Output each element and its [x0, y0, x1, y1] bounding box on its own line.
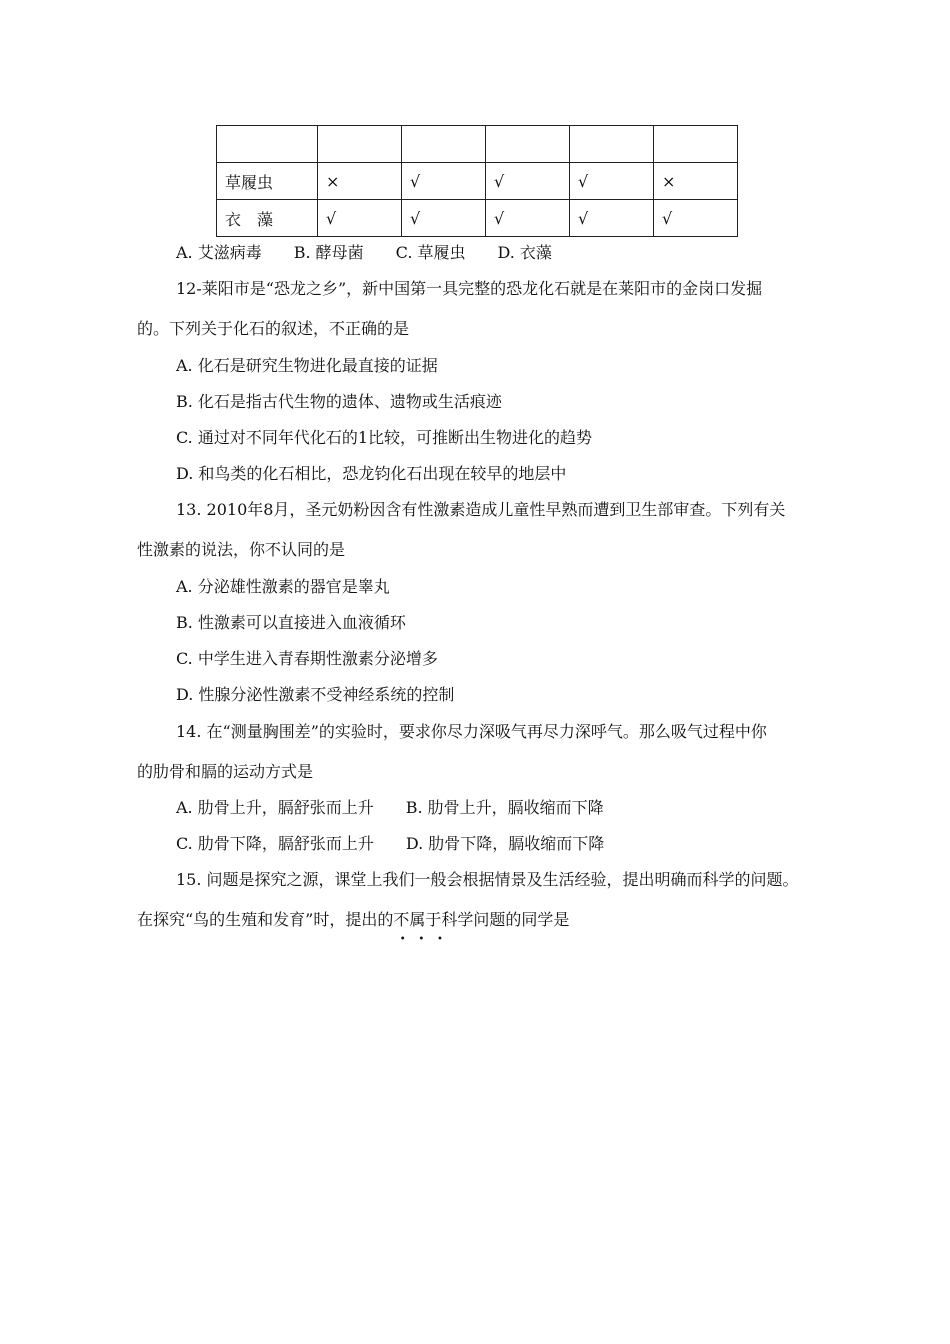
q12-option-c: C. 通过对不同年代化石的1比较，可推断出生物进化的趋势	[176, 428, 593, 447]
q15-emphasis	[393, 910, 443, 945]
q15-stem-pre: 在探究“鸟的生殖和发育”时，提出的	[137, 910, 394, 929]
q12-option-b: B. 化石是指古代生物的遗体、遗物或生活痕迹	[176, 392, 502, 411]
q13-option-b: B. 性激素可以直接进入血液循环	[176, 613, 406, 632]
table-header-cell	[654, 126, 738, 163]
q15-emphasis-text: 不属于	[393, 910, 442, 929]
table-row	[217, 163, 738, 200]
table-header-row	[217, 126, 738, 163]
q13-stem-line-2: 性激素的说法，你不认同的是	[137, 540, 346, 559]
q13-option-c: C. 中学生进入青春期性激素分泌增多	[176, 649, 438, 668]
row-mark: √	[570, 163, 654, 200]
q15-stem-post: 科学问题的同学是	[441, 910, 570, 929]
table-header-cell	[318, 126, 402, 163]
row-mark: ×	[318, 163, 402, 200]
emphasis-dots-icon: • • •	[393, 934, 443, 945]
organism-table	[216, 125, 738, 237]
row-mark: √	[318, 200, 402, 237]
table-header-cell	[217, 126, 318, 163]
q12-stem-line-1: 12-莱阳市是“恐龙之乡”，新中国第一具完整的恐龙化石就是在莱阳市的金岗口发掘	[176, 279, 763, 298]
q12-option-d: D. 和鸟类的化石相比，恐龙钧化石出现在较早的地层中	[176, 464, 567, 483]
q15-stem-line-2	[137, 910, 570, 945]
q14-options-cd: C. 肋骨下降，膈舒张而上升 D. 肋骨下降，膈收缩而下降	[176, 834, 605, 853]
table-row	[217, 200, 738, 237]
q14-options-ab: A. 肋骨上升，膈舒张而上升 B. 肋骨上升，膈收缩而下降	[176, 798, 604, 817]
row-mark: √	[486, 200, 570, 237]
table-header-cell	[402, 126, 486, 163]
q12-option-a: A. 化石是研究生物进化最直接的证据	[176, 356, 438, 375]
q13-stem-line-1: 13. 2010年8月，圣元奶粉因含有性激素造成儿童性早熟而遭到卫生部审查。下列有关	[176, 500, 786, 519]
q13-option-d: D. 性腺分泌性激素不受神经系统的控制	[176, 685, 455, 704]
q11-options: A. 艾滋病毒 B. 酵母菌 C. 草履虫 D. 衣藻	[176, 243, 552, 262]
q13-option-a: A. 分泌雄性激素的器官是睾丸	[176, 577, 390, 596]
row-mark: √	[654, 200, 738, 237]
row-mark: √	[570, 200, 654, 237]
table-header-cell	[570, 126, 654, 163]
q15-stem-line-1: 15. 问题是探究之源，课堂上我们一般会根据情景及生活经验，提出明确而科学的问题。	[176, 870, 799, 889]
row-mark: √	[486, 163, 570, 200]
table-header-cell	[486, 126, 570, 163]
q14-stem-line-2: 的肋骨和膈的运动方式是	[137, 762, 314, 781]
row-mark: √	[402, 163, 486, 200]
q12-stem-line-2: 的。下列关于化石的叙述，不正确的是	[137, 319, 410, 338]
row-name: 草履虫	[217, 163, 318, 200]
row-mark: √	[402, 200, 486, 237]
row-mark: ×	[654, 163, 738, 200]
q14-stem-line-1: 14. 在“测量胸围差”的实验时，要求你尽力深吸气再尽力深呼气。那么吸气过程中你	[176, 722, 767, 741]
row-name: 衣 藻	[217, 200, 318, 237]
